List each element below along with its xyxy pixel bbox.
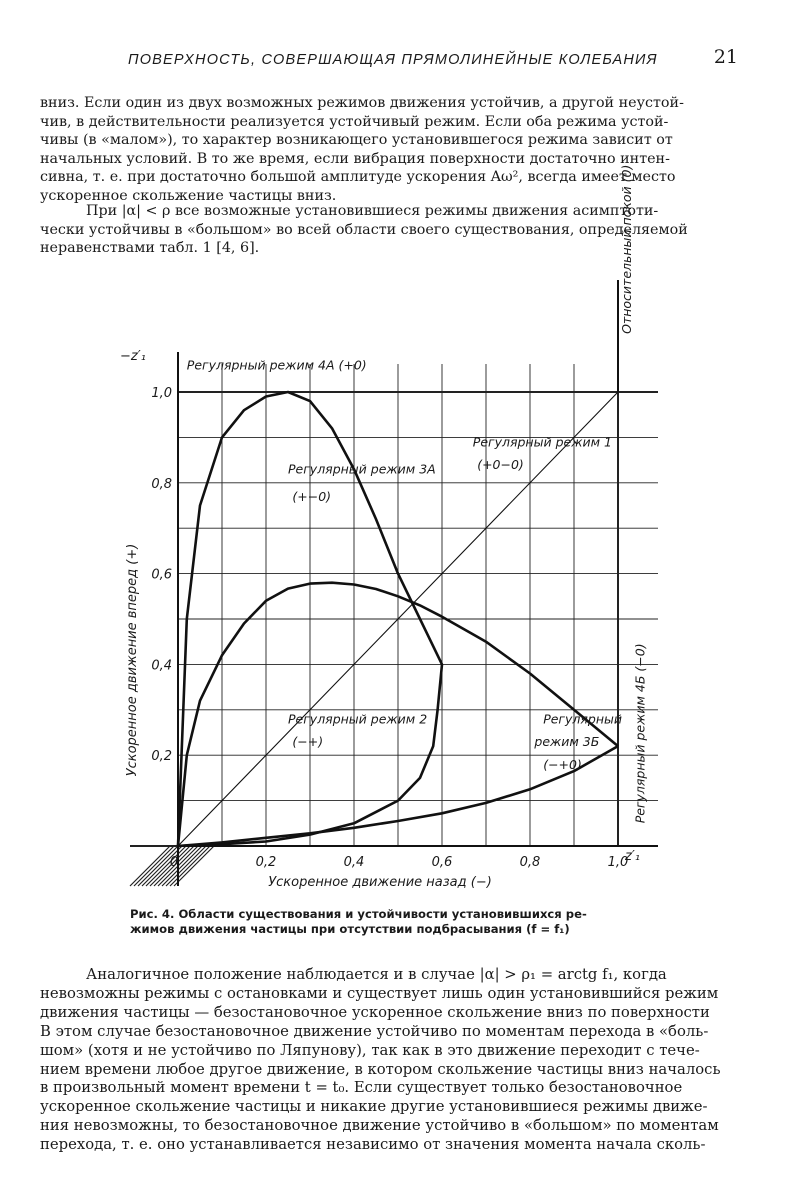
x-tick-label: 0,4 [343, 855, 365, 870]
annotation-label: (−+0) [543, 756, 582, 772]
annotation-label: Регулярный режим 2 [288, 711, 428, 727]
page-number: 21 [713, 46, 738, 68]
text-line: чивы (в «малом»), то характер возникающего установившегося режима зависит от [40, 132, 673, 149]
text-line: чески устойчивы в «большом» во всей области своего существования, определяемой [40, 221, 688, 238]
chart-annotations [187, 165, 648, 824]
y-tick-label: 0,2 [151, 749, 172, 765]
page-header [128, 46, 738, 76]
text-line: перехода, т. е. оно устанавливается независимо от значения момента начала сколь- [40, 1136, 706, 1154]
caption-line: жимов движения частицы при отсутствии подбрасывания (f = f₁) [130, 922, 570, 936]
text-line: нием времени любое другое движение, в котором скольжение частицы вниз началось [40, 1060, 721, 1078]
text-line: вниз. Если один из двух возможных режимов движения устойчив, а другой неустой- [40, 95, 684, 111]
x-tick-label: 0 [169, 855, 179, 870]
figure-caption [130, 907, 670, 937]
y-axis-symbol: −z′₁ [120, 349, 146, 364]
annotation-label: Регулярный режим 3А [288, 461, 436, 477]
text-line: В этом случае безостановочное движение устойчиво по моментам перехода в «боль- [40, 1022, 709, 1040]
text-line: ускоренное скольжение частицы вниз. [40, 187, 337, 204]
y-tick-label: 0,6 [151, 567, 172, 583]
text-line: Аналогичное положение наблюдается и в случае |α| > ρ₁ = arctg f₁, когда [86, 966, 667, 983]
y-tick-label: 0,8 [151, 476, 172, 492]
y-tick-labels [151, 386, 172, 764]
annotation-label: режим 3Б [534, 734, 600, 750]
text-line: в произвольный момент времени t = t₀. Если существует только безостановочное [40, 1079, 683, 1097]
y-tick-label: 0,4 [151, 658, 172, 674]
caption-line: Рис. 4. Области существования и устойчивости установившихся ре- [130, 907, 587, 921]
annotation-label: (+−0) [292, 488, 332, 504]
x-axis-symbol: z′₁ [625, 849, 640, 864]
x-axis-label: Ускоренное движение назад (−) [268, 875, 492, 890]
text-line: сивна, т. е. при достаточно большой амплитуде ускорения Aω², всегда имеет место [40, 169, 676, 186]
paragraph-3 [40, 966, 742, 1155]
text-line: ускоренное скольжение частицы и никакие другие установившиеся режимы движе- [40, 1098, 708, 1116]
annotation-label: Регулярный режим 4Б (−0) [632, 643, 648, 824]
text-line: шом» (хотя и не устойчиво по Ляпунову), так как в это движение переходит с тече- [40, 1041, 700, 1059]
annotation-label: Регулярный [543, 711, 623, 727]
running-title: ПОВЕРХНОСТЬ, СОВЕРШАЮЩАЯ ПРЯМОЛИНЕЙНЫЕ КОЛЕБАНИЯ [128, 52, 658, 68]
text-line: начальных условий. В то же время, если вибрация поверхности достаточно интен- [40, 150, 670, 167]
y-tick-label: 1,0 [151, 386, 172, 401]
text-line: При |α| < ρ все возможные установившиеся режимы движения асимптоти- [86, 203, 659, 219]
annotation-label: Регулярный режим 4А (+0) [186, 357, 367, 373]
annotation-label: Регулярный режим 1 [472, 434, 612, 450]
y-axis-label: Ускоренное движение вперед (+) [125, 543, 140, 777]
annotation-label: (+0−0) [477, 457, 524, 473]
paragraph-2 [40, 202, 742, 258]
x-tick-label: 1,0 [607, 855, 629, 870]
x-tick-labels [170, 855, 628, 870]
annotation-label: Относительный покой (0) [618, 164, 634, 334]
text-line: чив, в действительности реализуется устойчивый режим. Если оба режима устой- [40, 113, 669, 130]
x-tick-label: 0,8 [519, 855, 541, 870]
annotation-label: (−+) [292, 734, 324, 750]
x-tick-label: 0,6 [431, 855, 453, 870]
text-line: ния невозможны, то безостановочное движение устойчиво в «большом» по моментам [40, 1117, 719, 1135]
text-line: неравенствами табл. 1 [4, 6]. [40, 240, 260, 257]
x-tick-label: 0,2 [255, 855, 277, 870]
text-line: движения частицы — безостановочное ускоренное скольжение вниз по поверхности [40, 1003, 710, 1021]
paragraph-1 [40, 94, 742, 206]
text-line: невозможны режимы с остановками и существует лишь один установившийся режим [40, 984, 719, 1002]
